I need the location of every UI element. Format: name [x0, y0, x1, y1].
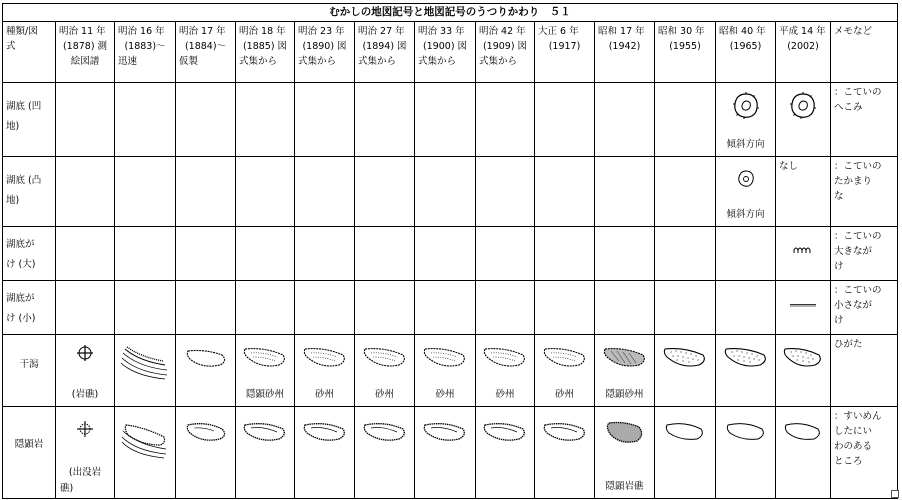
cell	[476, 83, 535, 157]
cell	[655, 335, 716, 407]
submerged-reef-icon	[77, 421, 93, 437]
tidal-flat-dotted-icon	[661, 343, 709, 371]
header-cell: 昭和 40 年 (1965)	[716, 22, 776, 83]
cell	[476, 281, 535, 335]
header-cell: 明治 42 年 (1909) 図 式集から	[476, 22, 535, 83]
caption: 砂州	[554, 389, 574, 400]
cell	[176, 83, 236, 157]
cell	[355, 407, 415, 499]
depression-contour-icon	[788, 91, 818, 121]
cell	[176, 407, 236, 499]
cell	[415, 227, 476, 281]
table-row	[3, 227, 898, 281]
row-label: 湖底が け (大)	[3, 227, 56, 281]
tidal-flat-contours-icon	[119, 343, 171, 381]
cell	[535, 407, 595, 499]
tidal-flat-sandbar-icon	[301, 343, 349, 371]
submerged-rock-icon	[541, 419, 589, 445]
cell	[535, 335, 595, 407]
cell	[655, 281, 716, 335]
cell	[655, 83, 716, 157]
cell	[776, 157, 831, 227]
cell	[716, 407, 776, 499]
cell	[535, 157, 595, 227]
cell	[776, 227, 831, 281]
cell	[535, 83, 595, 157]
memo-cell: ：こていの 大きなが け	[831, 227, 898, 281]
resize-handle[interactable]	[891, 490, 899, 498]
cell	[56, 407, 115, 499]
cell	[295, 281, 355, 335]
tidal-flat-sandbar-icon	[241, 343, 289, 371]
table-row	[3, 335, 898, 407]
caption: 砂州	[495, 389, 515, 400]
tidal-flat-outline-icon	[184, 345, 228, 371]
header-cell: 昭和 17 年 (1942)	[595, 22, 655, 83]
cell	[115, 407, 176, 499]
header-row	[3, 22, 898, 83]
cell	[295, 157, 355, 227]
cell	[56, 281, 115, 335]
cell	[295, 227, 355, 281]
cell	[415, 335, 476, 407]
cell	[535, 227, 595, 281]
cell	[776, 407, 831, 499]
tidal-flat-hatched-icon	[601, 343, 649, 371]
caption: 砂州	[314, 389, 334, 400]
row-label: 湖底 (凹 地)	[3, 83, 56, 157]
tidal-flat-dotted-icon	[781, 343, 825, 371]
header-cell: 昭和 30 年 (1955)	[655, 22, 716, 83]
cell	[776, 335, 831, 407]
row-label: 湖底が け (小)	[3, 281, 56, 335]
header-cell: 明治 18 年 (1885) 図 式集から	[236, 22, 295, 83]
memo-cell: ：すいめん したにい わのある ところ	[831, 407, 898, 499]
cell	[115, 335, 176, 407]
cell	[655, 227, 716, 281]
submerged-rock-icon	[241, 419, 289, 445]
cell	[655, 157, 716, 227]
header-cell: 明治 17 年 (1884)～ 仮製	[176, 22, 236, 83]
rise-contour-icon	[736, 169, 756, 189]
cell	[655, 407, 716, 499]
caption: (岩礁)	[71, 389, 99, 400]
submerged-rock-outline-icon	[184, 419, 228, 445]
cell	[295, 83, 355, 157]
header-cell: 明治 33 年 (1900) 図 式集から	[415, 22, 476, 83]
cell	[236, 281, 295, 335]
submerged-rock-icon	[481, 419, 529, 445]
note: なし	[779, 161, 799, 172]
cell	[476, 227, 535, 281]
submerged-rock-outline-icon	[663, 419, 707, 443]
tidal-flat-sandbar-icon	[481, 343, 529, 371]
cell	[176, 281, 236, 335]
table-row	[3, 157, 898, 227]
header-cell: 種類/図 式	[3, 22, 56, 83]
submerged-rock-icon	[421, 419, 469, 445]
submerged-rock-contours-icon	[120, 419, 170, 459]
cell	[56, 335, 115, 407]
memo-cell: ひがた	[831, 335, 898, 407]
cell	[236, 227, 295, 281]
cell	[415, 157, 476, 227]
cell	[716, 335, 776, 407]
cell	[716, 83, 776, 157]
header-cell: 明治 11 年 (1878) 測 絵図譜	[56, 22, 115, 83]
memo-cell: ：こていの たかまり な	[831, 157, 898, 227]
cell	[716, 281, 776, 335]
cell	[716, 157, 776, 227]
cell	[535, 281, 595, 335]
cell	[56, 157, 115, 227]
symbol-table	[2, 3, 898, 499]
cell	[355, 335, 415, 407]
caption: (出没岩	[68, 467, 102, 478]
header-cell: 明治 16 年 (1883)～ 迅速	[115, 22, 176, 83]
cell	[776, 281, 831, 335]
cell	[56, 83, 115, 157]
caption: 砂州	[435, 389, 455, 400]
cell	[595, 335, 655, 407]
tidal-flat-sandbar-icon	[541, 343, 589, 371]
cell	[595, 157, 655, 227]
cell	[355, 83, 415, 157]
cell	[236, 335, 295, 407]
tidal-flat-dotted-icon	[722, 343, 770, 371]
submerged-rock-icon	[301, 419, 349, 445]
caption: 隠顕岩礁	[605, 481, 644, 492]
small-cliff-icon	[789, 303, 817, 308]
header-cell: 明治 27 年 (1894) 図 式集から	[355, 22, 415, 83]
cell	[595, 281, 655, 335]
cell	[595, 407, 655, 499]
cell	[355, 227, 415, 281]
cell	[355, 157, 415, 227]
row-label: 湖底 (凸 地)	[3, 157, 56, 227]
cell	[295, 335, 355, 407]
large-cliff-icon	[792, 245, 814, 255]
caption: 傾斜方向	[726, 209, 765, 220]
memo-cell: ：こていの 小さなが け	[831, 281, 898, 335]
cell	[176, 335, 236, 407]
cell	[716, 227, 776, 281]
cell	[476, 407, 535, 499]
cell	[236, 157, 295, 227]
cell	[476, 335, 535, 407]
cell	[115, 83, 176, 157]
caption: 隠顕砂州	[245, 389, 284, 400]
caption: 傾斜方向	[726, 139, 765, 150]
cell	[115, 157, 176, 227]
cell	[115, 227, 176, 281]
table-row	[3, 83, 898, 157]
memo-cell: ：こていの へこみ	[831, 83, 898, 157]
cell	[355, 281, 415, 335]
tidal-flat-sandbar-icon	[421, 343, 469, 371]
cell	[56, 227, 115, 281]
header-cell: メモなど	[831, 22, 898, 83]
table-row	[3, 281, 898, 335]
submerged-rock-filled-icon	[603, 417, 647, 447]
header-cell: 大正 6 年 (1917)	[535, 22, 595, 83]
row-label: 隠顕岩	[3, 407, 56, 499]
tidal-flat-sandbar-icon	[361, 343, 409, 371]
cell	[176, 227, 236, 281]
cell	[115, 281, 176, 335]
cell	[476, 157, 535, 227]
depression-contour-icon	[731, 91, 761, 121]
submerged-rock-icon	[361, 419, 409, 445]
header-cell: 平成 14 年 (2002)	[776, 22, 831, 83]
cell	[176, 157, 236, 227]
caption: 砂州	[374, 389, 394, 400]
cell	[415, 407, 476, 499]
row-label: 干潟	[3, 335, 56, 407]
cell	[415, 83, 476, 157]
cell	[595, 227, 655, 281]
submerged-rock-outline-icon	[782, 419, 824, 443]
reef-cross-icon	[77, 345, 93, 361]
cell	[776, 83, 831, 157]
cell	[415, 281, 476, 335]
header-cell: 明治 23 年 (1890) 図 式集から	[295, 22, 355, 83]
cell	[236, 407, 295, 499]
table-row	[3, 407, 898, 499]
cell	[236, 83, 295, 157]
submerged-rock-outline-icon	[724, 419, 768, 443]
caption: 隠顕砂州	[605, 389, 644, 400]
table-title: むかしの地図記号と地図記号のうつりかわり ５１	[3, 4, 898, 22]
cell	[595, 83, 655, 157]
caption: 礁)	[60, 483, 74, 494]
cell	[295, 407, 355, 499]
